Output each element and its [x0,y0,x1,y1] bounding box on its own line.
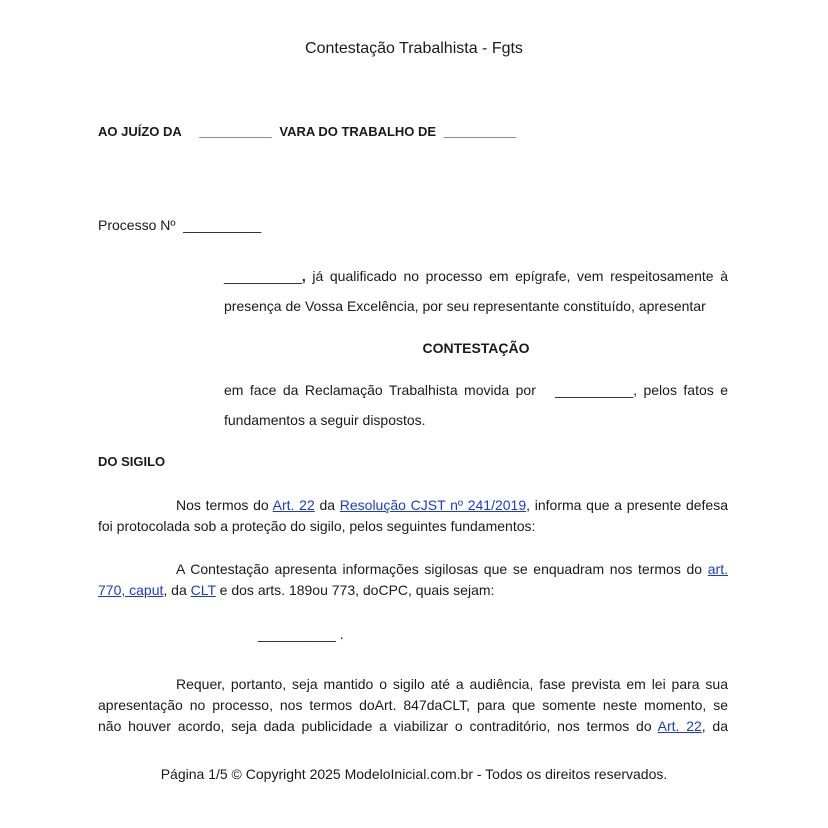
link-art-22-second[interactable]: Art. 22 [657,718,702,734]
sigilo-p1-line-2: foi protocolada sob a proteção do sigilo, pelos seguintes fundamentos: [98,518,536,534]
em-face-blank: __________ [555,382,634,398]
process-label: Processo Nº [98,217,176,233]
link-art-770-part-1[interactable]: art. [707,561,728,577]
qualification-line-2: presença de Vossa Excelência, por seu representante constituído, apresentar [224,298,706,314]
court-blank-1: __________ [199,124,272,139]
qualification-comma: , [301,268,306,284]
sigilo-p4-line-1: Requer, portanto, seja mantido o sigilo até a audiência, fase prevista em lei para sua [176,676,728,692]
qualification-blank: __________ [224,268,302,284]
process-blank: __________ [183,217,262,233]
court-middle: VARA DO TRABALHO DE [279,124,437,139]
link-art-770-part-2[interactable]: 770, caput [98,582,164,598]
court-prefix: AO JUÍZO DA [98,124,182,139]
sigilo-p2-line-2 [98,582,494,598]
sigilo-p4-line-2: apresentação no processo, nos termos doArt. 847daCLT, para que somente neste momento, se [98,697,728,713]
sigilo-p2-line-1 [176,561,728,577]
contestacao-title: CONTESTAÇÃO [422,340,530,356]
sigilo-p1-text-3: , informa que a presente defesa [526,497,728,513]
link-clt[interactable]: CLT [190,582,216,598]
court-addressing [98,124,516,139]
sigilo-p1-text-2: da [314,497,340,513]
em-face-text-a: em face da Reclamação Trabalhista movida por [224,382,536,398]
sigilo-p4-text-a: não houver acordo, seja dada publicidade a viabilizar o contraditório, nos termos do [98,718,658,734]
em-face-line-2: fundamentos a seguir dispostos. [224,412,426,428]
page-footer: Página 1/5 © Copyright 2025 ModeloInicial.com.br - Todos os direitos reservados. [160,766,668,782]
sigilo-p1-line-1 [176,497,728,513]
qualification-text: já qualificado no processo em epígrafe, vem respeitosamente à [305,268,728,284]
sigilo-p3-blank: __________ [258,626,336,642]
em-face-line-1 [224,382,728,398]
sigilo-p4-line-3 [98,718,728,734]
qualification-line-1 [224,268,728,284]
section-heading-sigilo: DO SIGILO [98,454,166,469]
court-blank-2: __________ [443,124,517,139]
sigilo-p2-text-3: e dos arts. 189ou 773, doCPC, quais sejam: [215,582,495,598]
sigilo-p3-period: . [339,626,344,642]
sigilo-p2-text-1: A Contestação apresenta informações sigilosas que se enquadram nos termos do [176,561,708,577]
em-face-text-b: , pelos fatos e [633,382,729,398]
sigilo-p1-text-1: Nos termos do [176,497,273,513]
sigilo-p4-text-b: , da [701,718,728,734]
document-title: Contestação Trabalhista - Fgts [305,40,523,57]
sigilo-p3 [258,626,344,642]
process-number [98,217,261,233]
link-resolucao-cjst[interactable]: Resolução CJST nº 241/2019 [339,497,527,513]
link-art-22[interactable]: Art. 22 [272,497,315,513]
sigilo-p2-text-2: , da [163,582,191,598]
